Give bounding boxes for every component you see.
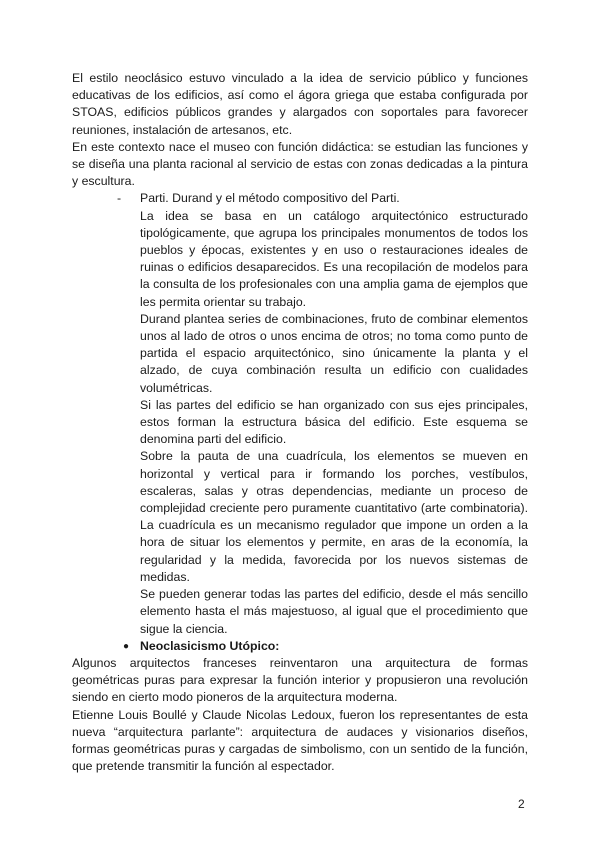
paragraph-boullee-ledoux: Etienne Louis Boullé y Claude Nicolas Ledoux, fueron los representantes de esta nueva “arquitectura parlante”: arquitectura de audaces y visionarios diseños, formas geométricas puras y cargadas de simbolismo, con un sentido de la función, que pretende transmitir la función al espectador. <box>72 707 528 774</box>
paragraph-grid: Sobre la pauta de una cuadrícula, los elementos se mueven en horizontal y vertical para ir formando los porches, vestíbulos, escaleras, salas y otras dependencias, mediante un proceso de complejidad creciente pero puramente cuantitativo (arte combinatoria). La cuadrícula es un mecanismo regulador que impone un orden a la hora de situar los elementos y permite, en aras de la economía, la regularidad y la medida, favorecida por los nuevos sistemas de medidas. <box>140 449 528 584</box>
paragraph-parti-axes: Si las partes del edificio se han organizado con sus ejes principales, estos forman la estructura básica del edificio. Este esquema se denomina parti del edificio. <box>140 397 528 447</box>
paragraph-catalogue: La idea se basa en un catálogo arquitectónico estructurado tipológicamente, que agrupa los principales monumentos de todos los pueblos y épocas, existentes y en uso o restauraciones ideales de ruinas o edificios desaparecidos. Es una recopilación de modelos para la consulta de los profesionales con una amplia gama de ejemplos que les permita orientar su trabajo. <box>140 208 528 309</box>
dash-marker: - <box>117 191 122 206</box>
list-item-utopian-title: Neoclasicismo Utópico: <box>140 638 280 653</box>
list-item-utopian <box>72 638 528 655</box>
paragraph-neoclassic-intro: El estilo neoclásico estuvo vinculado a la idea de servicio público y funciones educativas de los edificios, así como el ágora griega que estaba configurada por STOAS, edificios públicos grandes y alargados con soportales para favorecer reuniones, instalación de artesanos, etc. <box>72 71 528 137</box>
page-number: 2 <box>518 797 525 811</box>
paragraph-combinations: Durand plantea series de combinaciones, fruto de combinar elementos unos al lado de otros o unos encima de otros; no toma como punto de partida el espacio arquitectónico, sino únicamente la planta y el alzado, de cuya combinación resulta un edificio con cualidades volumétricas. <box>140 311 528 395</box>
page-content <box>72 70 528 775</box>
paragraph-museum-context: En este contexto nace el museo con función didáctica: se estudian las funciones y se diseña una planta racional al servicio de estas con zonas dedicadas a la pintura y escultura. <box>72 139 528 189</box>
paragraph-french-architects: Algunos arquitectos franceses reinventaron una arquitectura de formas geométricas puras para expresar la función interior y propusieron una revolución siendo en cierto modo pioneros de la arquitectura moderna. <box>72 655 528 705</box>
list-item-parti <box>72 190 528 207</box>
paragraph-building-parts: Se pueden generar todas las partes del edificio, desde el más sencillo elemento hasta el más majestuoso, al igual que el procedimiento que sigue la ciencia. <box>140 587 528 636</box>
bullet-icon: ● <box>123 640 130 652</box>
list-item-parti-title: Parti. Durand y el método compositivo del Parti. <box>140 191 400 206</box>
